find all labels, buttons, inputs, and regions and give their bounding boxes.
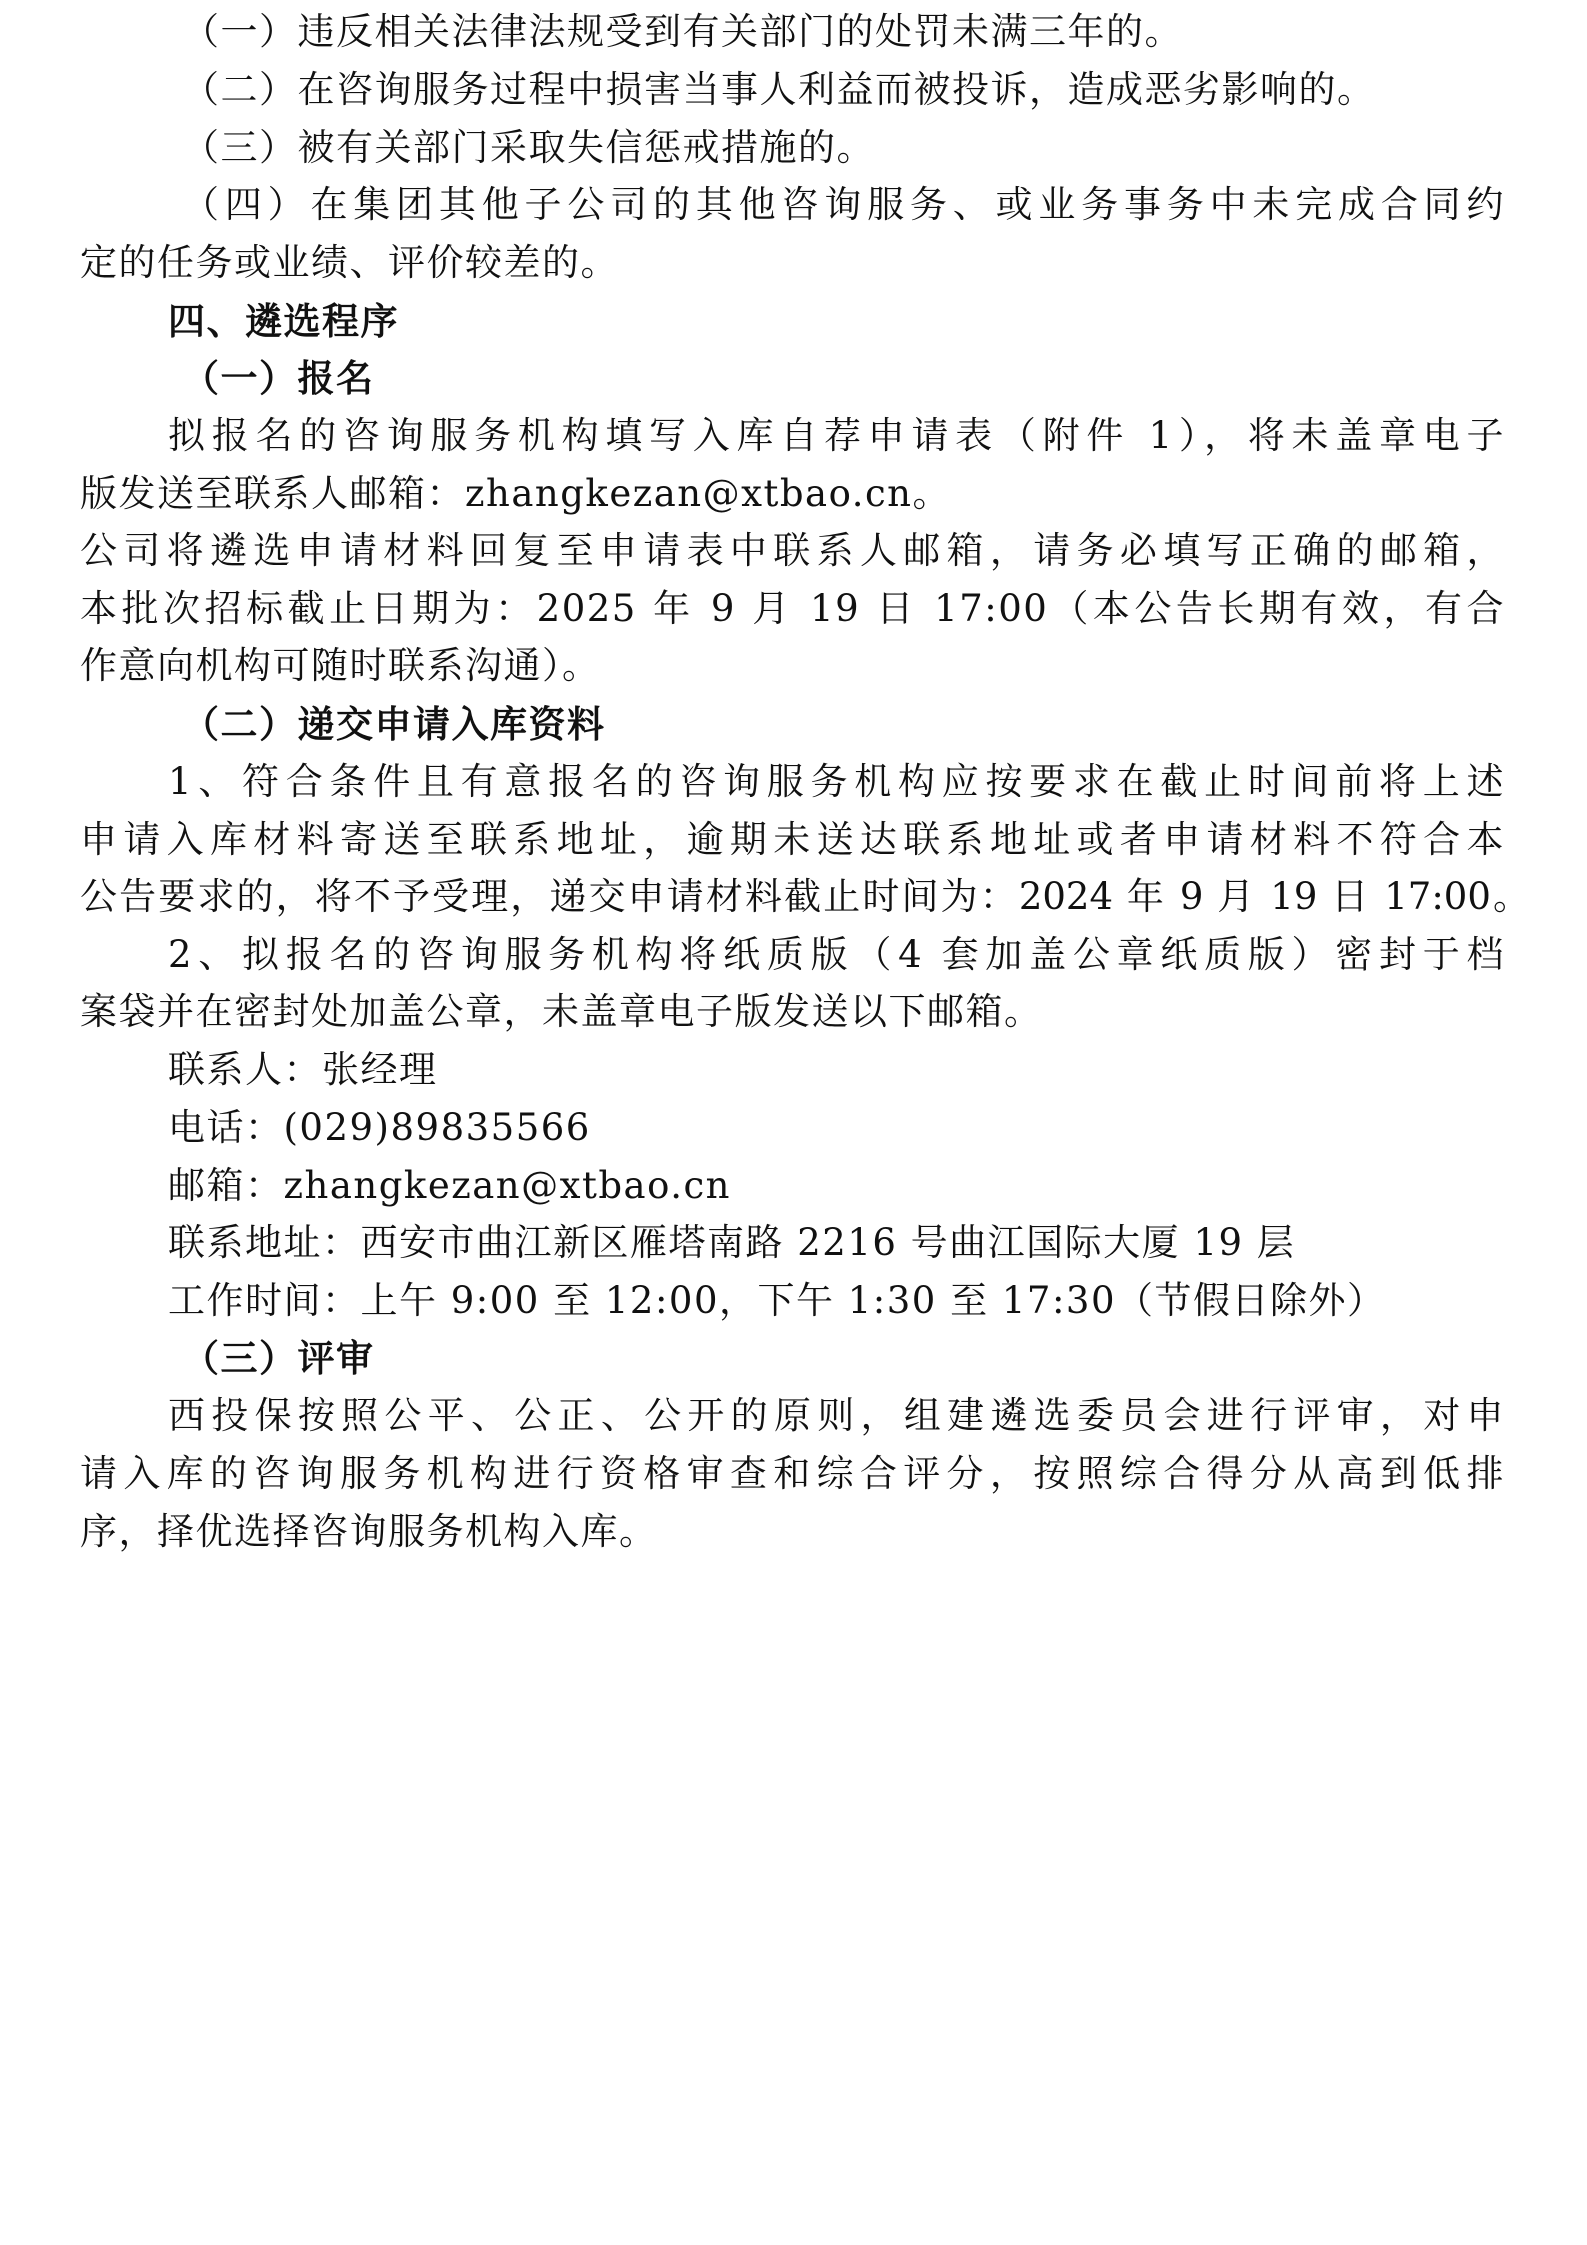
paragraph-line: 1、符合条件且有意报名的咨询服务机构应按要求在截止时间前将上述 — [168, 760, 1505, 803]
contact-person: 联系人：张经理 — [168, 1048, 438, 1091]
contact-email: 邮箱：zhangkezan@xtbao.cn — [168, 1164, 732, 1207]
subheading-review: （三）评审 — [182, 1336, 375, 1380]
paragraph-line: 申请入库材料寄送至联系地址，逾期未送达联系地址或者申请材料不符合本 — [80, 818, 1505, 861]
paragraph-line: 作意向机构可随时联系沟通）。 — [80, 644, 601, 687]
paragraph-line: 版发送至联系人邮箱：zhangkezan@xtbao.cn。 — [80, 472, 952, 515]
working-hours: 工作时间：上午 9:00 至 12:00，下午 1:30 至 17:30（节假日除外） — [168, 1279, 1386, 1322]
list-item-4: （四）在集团其他子公司的其他咨询服务、或业务事务中未完成合同约 — [182, 183, 1505, 226]
list-item-2: （二）在咨询服务过程中损害当事人利益而被投诉，造成恶劣影响的。 — [182, 68, 1376, 111]
subheading-registration: （一）报名 — [182, 356, 375, 400]
paragraph-line: 序，择优选择咨询服务机构入库。 — [80, 1510, 658, 1553]
list-item-1: （一）违反相关法律法规受到有关部门的处罚未满三年的。 — [182, 10, 1183, 53]
paragraph-line: 2、拟报名的咨询服务机构将纸质版（4 套加盖公章纸质版）密封于档 — [168, 933, 1505, 976]
subheading-submission: （二）递交申请入库资料 — [182, 702, 606, 746]
contact-address: 联系地址：西安市曲江新区雁塔南路 2216 号曲江国际大厦 19 层 — [168, 1221, 1296, 1264]
list-item-4-cont: 定的任务或业绩、评价较差的。 — [80, 241, 619, 284]
paragraph-line: 西投保按照公平、公正、公开的原则，组建遴选委员会进行评审，对申 — [168, 1394, 1505, 1437]
paragraph-line: 本批次招标截止日期为：2025 年 9 月 19 日 17:00（本公告长期有效，有合 — [80, 587, 1505, 630]
paragraph-line: 公司将遴选申请材料回复至申请表中联系人邮箱，请务必填写正确的邮箱， — [80, 529, 1505, 572]
paragraph-line: 公告要求的，将不予受理，递交申请材料截止时间为：2024 年 9 月 19 日 17:00。 — [80, 875, 1530, 918]
paragraph-line: 拟报名的咨询服务机构填写入库自荐申请表（附件 1），将未盖章电子 — [168, 414, 1505, 457]
paragraph-line: 案袋并在密封处加盖公章，未盖章电子版发送以下邮箱。 — [80, 990, 1043, 1033]
paragraph-line: 请入库的咨询服务机构进行资格审查和综合评分，按照综合得分从高到低排 — [80, 1452, 1505, 1495]
list-item-3: （三）被有关部门采取失信惩戒措施的。 — [182, 126, 875, 169]
contact-phone: 电话：(029)89835566 — [168, 1106, 591, 1149]
section-heading-4: 四、遴选程序 — [168, 299, 399, 343]
